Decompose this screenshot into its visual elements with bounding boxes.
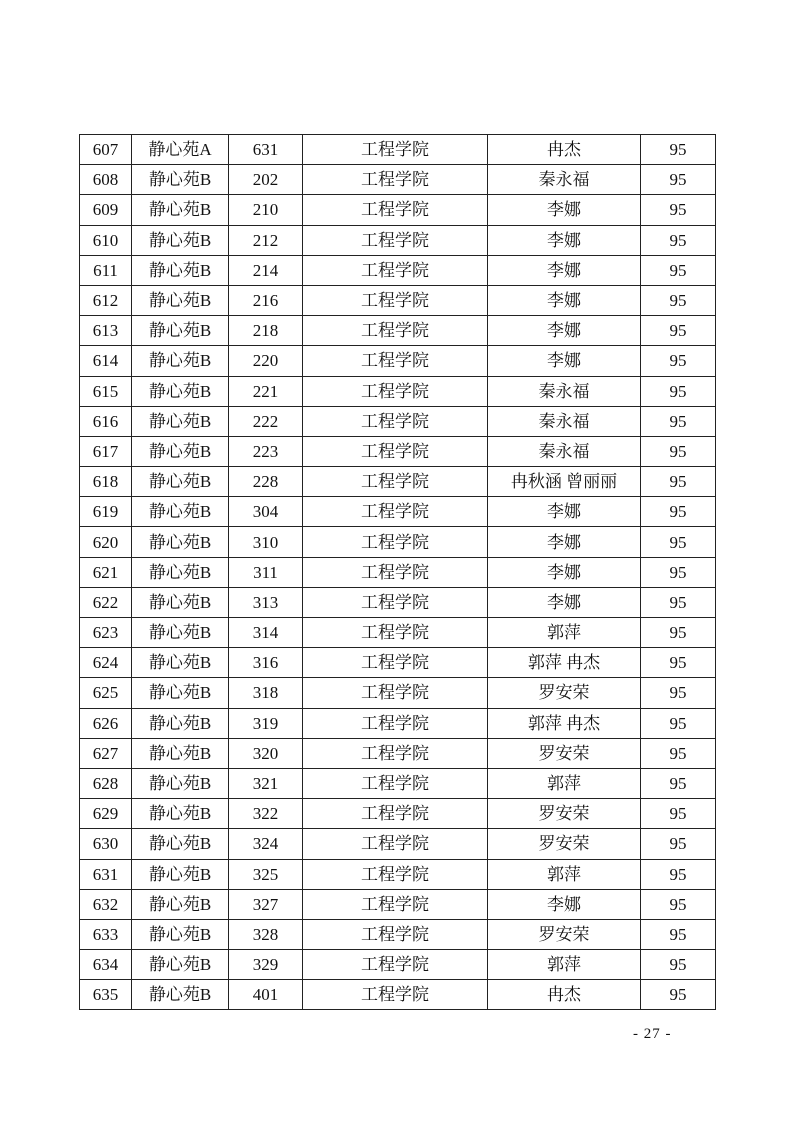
inspector-names-cell: 李娜	[488, 889, 641, 919]
table-row	[80, 829, 716, 859]
score-cell: 95	[641, 738, 716, 768]
row-number-cell: 615	[80, 376, 132, 406]
score-cell: 95	[641, 950, 716, 980]
row-number-cell: 617	[80, 436, 132, 466]
score-cell: 95	[641, 587, 716, 617]
row-number-cell: 628	[80, 768, 132, 798]
building-cell: 静心苑B	[132, 467, 229, 497]
room-number-cell: 316	[229, 648, 303, 678]
inspector-names-cell: 李娜	[488, 557, 641, 587]
college-cell: 工程学院	[303, 829, 488, 859]
college-cell: 工程学院	[303, 859, 488, 889]
room-number-cell: 202	[229, 165, 303, 195]
score-cell: 95	[641, 346, 716, 376]
inspector-names-cell: 李娜	[488, 255, 641, 285]
building-cell: 静心苑B	[132, 557, 229, 587]
table-row	[80, 799, 716, 829]
row-number-cell: 616	[80, 406, 132, 436]
inspector-names-cell: 李娜	[488, 285, 641, 315]
table-row	[80, 889, 716, 919]
building-cell: 静心苑B	[132, 225, 229, 255]
room-number-cell: 228	[229, 467, 303, 497]
score-cell: 95	[641, 285, 716, 315]
room-number-cell: 223	[229, 436, 303, 466]
college-cell: 工程学院	[303, 980, 488, 1010]
score-cell: 95	[641, 980, 716, 1010]
college-cell: 工程学院	[303, 376, 488, 406]
row-number-cell: 631	[80, 859, 132, 889]
college-cell: 工程学院	[303, 919, 488, 949]
building-cell: 静心苑B	[132, 195, 229, 225]
row-number-cell: 632	[80, 889, 132, 919]
score-cell: 95	[641, 648, 716, 678]
table-row	[80, 467, 716, 497]
table-row	[80, 708, 716, 738]
college-cell: 工程学院	[303, 648, 488, 678]
inspector-names-cell: 郭萍	[488, 618, 641, 648]
table-row	[80, 859, 716, 889]
building-cell: 静心苑B	[132, 829, 229, 859]
room-number-cell: 319	[229, 708, 303, 738]
inspector-names-cell: 郭萍	[488, 859, 641, 889]
row-number-cell: 634	[80, 950, 132, 980]
college-cell: 工程学院	[303, 768, 488, 798]
row-number-cell: 611	[80, 255, 132, 285]
college-cell: 工程学院	[303, 406, 488, 436]
building-cell: 静心苑B	[132, 255, 229, 285]
inspector-names-cell: 冉杰	[488, 135, 641, 165]
college-cell: 工程学院	[303, 346, 488, 376]
table-row	[80, 316, 716, 346]
room-number-cell: 311	[229, 557, 303, 587]
building-cell: 静心苑B	[132, 346, 229, 376]
inspector-names-cell: 李娜	[488, 316, 641, 346]
inspector-names-cell: 李娜	[488, 346, 641, 376]
score-cell: 95	[641, 497, 716, 527]
row-number-cell: 629	[80, 799, 132, 829]
row-number-cell: 613	[80, 316, 132, 346]
building-cell: 静心苑B	[132, 376, 229, 406]
building-cell: 静心苑B	[132, 285, 229, 315]
table-row	[80, 346, 716, 376]
table-row	[80, 195, 716, 225]
row-number-cell: 633	[80, 919, 132, 949]
table-row	[80, 135, 716, 165]
building-cell: 静心苑B	[132, 406, 229, 436]
college-cell: 工程学院	[303, 316, 488, 346]
inspector-names-cell: 李娜	[488, 527, 641, 557]
room-number-cell: 210	[229, 195, 303, 225]
score-cell: 95	[641, 255, 716, 285]
score-cell: 95	[641, 889, 716, 919]
building-cell: 静心苑B	[132, 678, 229, 708]
table-body	[80, 135, 716, 1010]
room-number-cell: 310	[229, 527, 303, 557]
score-cell: 95	[641, 768, 716, 798]
building-cell: 静心苑B	[132, 768, 229, 798]
table-row	[80, 497, 716, 527]
table-row	[80, 165, 716, 195]
inspector-names-cell: 秦永福	[488, 165, 641, 195]
college-cell: 工程学院	[303, 497, 488, 527]
table-row	[80, 587, 716, 617]
inspector-names-cell: 罗安荣	[488, 799, 641, 829]
inspector-names-cell: 郭萍 冉杰	[488, 648, 641, 678]
score-cell: 95	[641, 618, 716, 648]
row-number-cell: 618	[80, 467, 132, 497]
inspector-names-cell: 秦永福	[488, 436, 641, 466]
table-row	[80, 225, 716, 255]
college-cell: 工程学院	[303, 618, 488, 648]
score-cell: 95	[641, 678, 716, 708]
college-cell: 工程学院	[303, 738, 488, 768]
table-row	[80, 557, 716, 587]
room-number-cell: 216	[229, 285, 303, 315]
college-cell: 工程学院	[303, 285, 488, 315]
college-cell: 工程学院	[303, 225, 488, 255]
building-cell: 静心苑B	[132, 889, 229, 919]
table-row	[80, 618, 716, 648]
table-row	[80, 285, 716, 315]
college-cell: 工程学院	[303, 467, 488, 497]
college-cell: 工程学院	[303, 678, 488, 708]
score-cell: 95	[641, 436, 716, 466]
building-cell: 静心苑B	[132, 799, 229, 829]
row-number-cell: 623	[80, 618, 132, 648]
inspector-names-cell: 秦永福	[488, 376, 641, 406]
room-number-cell: 631	[229, 135, 303, 165]
room-number-cell: 401	[229, 980, 303, 1010]
table-row	[80, 527, 716, 557]
college-cell: 工程学院	[303, 436, 488, 466]
college-cell: 工程学院	[303, 557, 488, 587]
table-row	[80, 648, 716, 678]
table-row	[80, 768, 716, 798]
room-number-cell: 218	[229, 316, 303, 346]
score-cell: 95	[641, 799, 716, 829]
room-number-cell: 304	[229, 497, 303, 527]
room-number-cell: 324	[229, 829, 303, 859]
page-number: - 27 -	[633, 1026, 672, 1042]
score-cell: 95	[641, 195, 716, 225]
score-cell: 95	[641, 467, 716, 497]
room-number-cell: 222	[229, 406, 303, 436]
inspector-names-cell: 郭萍	[488, 768, 641, 798]
table-row	[80, 950, 716, 980]
table-row	[80, 678, 716, 708]
score-cell: 95	[641, 376, 716, 406]
row-number-cell: 622	[80, 587, 132, 617]
table-row	[80, 436, 716, 466]
table-row	[80, 738, 716, 768]
college-cell: 工程学院	[303, 255, 488, 285]
room-number-cell: 328	[229, 919, 303, 949]
room-number-cell: 322	[229, 799, 303, 829]
building-cell: 静心苑B	[132, 527, 229, 557]
inspector-names-cell: 郭萍	[488, 950, 641, 980]
room-number-cell: 314	[229, 618, 303, 648]
room-number-cell: 320	[229, 738, 303, 768]
room-number-cell: 329	[229, 950, 303, 980]
table-row	[80, 255, 716, 285]
row-number-cell: 614	[80, 346, 132, 376]
inspector-names-cell: 罗安荣	[488, 678, 641, 708]
inspector-names-cell: 李娜	[488, 195, 641, 225]
score-cell: 95	[641, 859, 716, 889]
inspector-names-cell: 罗安荣	[488, 738, 641, 768]
college-cell: 工程学院	[303, 708, 488, 738]
building-cell: 静心苑B	[132, 708, 229, 738]
row-number-cell: 610	[80, 225, 132, 255]
inspector-names-cell: 李娜	[488, 225, 641, 255]
room-number-cell: 318	[229, 678, 303, 708]
college-cell: 工程学院	[303, 889, 488, 919]
building-cell: 静心苑B	[132, 587, 229, 617]
inspector-names-cell: 李娜	[488, 587, 641, 617]
building-cell: 静心苑B	[132, 436, 229, 466]
row-number-cell: 624	[80, 648, 132, 678]
row-number-cell: 630	[80, 829, 132, 859]
college-cell: 工程学院	[303, 950, 488, 980]
building-cell: 静心苑B	[132, 316, 229, 346]
score-cell: 95	[641, 165, 716, 195]
row-number-cell: 607	[80, 135, 132, 165]
table-row	[80, 376, 716, 406]
row-number-cell: 619	[80, 497, 132, 527]
inspector-names-cell: 冉杰	[488, 980, 641, 1010]
room-number-cell: 327	[229, 889, 303, 919]
table-row	[80, 980, 716, 1010]
score-cell: 95	[641, 135, 716, 165]
inspector-names-cell: 郭萍 冉杰	[488, 708, 641, 738]
room-number-cell: 220	[229, 346, 303, 376]
score-cell: 95	[641, 708, 716, 738]
table-row	[80, 919, 716, 949]
row-number-cell: 609	[80, 195, 132, 225]
college-cell: 工程学院	[303, 195, 488, 225]
row-number-cell: 620	[80, 527, 132, 557]
row-number-cell: 612	[80, 285, 132, 315]
row-number-cell: 627	[80, 738, 132, 768]
college-cell: 工程学院	[303, 527, 488, 557]
inspector-names-cell: 冉秋涵 曾丽丽	[488, 467, 641, 497]
building-cell: 静心苑B	[132, 950, 229, 980]
room-number-cell: 313	[229, 587, 303, 617]
building-cell: 静心苑B	[132, 919, 229, 949]
row-number-cell: 621	[80, 557, 132, 587]
inspector-names-cell: 罗安荣	[488, 919, 641, 949]
college-cell: 工程学院	[303, 587, 488, 617]
college-cell: 工程学院	[303, 799, 488, 829]
building-cell: 静心苑B	[132, 859, 229, 889]
room-number-cell: 221	[229, 376, 303, 406]
score-cell: 95	[641, 919, 716, 949]
score-cell: 95	[641, 829, 716, 859]
building-cell: 静心苑A	[132, 135, 229, 165]
row-number-cell: 626	[80, 708, 132, 738]
room-number-cell: 214	[229, 255, 303, 285]
row-number-cell: 625	[80, 678, 132, 708]
building-cell: 静心苑B	[132, 648, 229, 678]
room-number-cell: 321	[229, 768, 303, 798]
dormitory-score-table	[79, 134, 716, 1010]
building-cell: 静心苑B	[132, 497, 229, 527]
row-number-cell: 635	[80, 980, 132, 1010]
building-cell: 静心苑B	[132, 980, 229, 1010]
inspector-names-cell: 李娜	[488, 497, 641, 527]
score-cell: 95	[641, 406, 716, 436]
row-number-cell: 608	[80, 165, 132, 195]
building-cell: 静心苑B	[132, 618, 229, 648]
score-cell: 95	[641, 557, 716, 587]
score-cell: 95	[641, 225, 716, 255]
building-cell: 静心苑B	[132, 165, 229, 195]
score-cell: 95	[641, 527, 716, 557]
inspector-names-cell: 罗安荣	[488, 829, 641, 859]
building-cell: 静心苑B	[132, 738, 229, 768]
inspector-names-cell: 秦永福	[488, 406, 641, 436]
score-cell: 95	[641, 316, 716, 346]
room-number-cell: 212	[229, 225, 303, 255]
table-row	[80, 406, 716, 436]
room-number-cell: 325	[229, 859, 303, 889]
college-cell: 工程学院	[303, 135, 488, 165]
college-cell: 工程学院	[303, 165, 488, 195]
